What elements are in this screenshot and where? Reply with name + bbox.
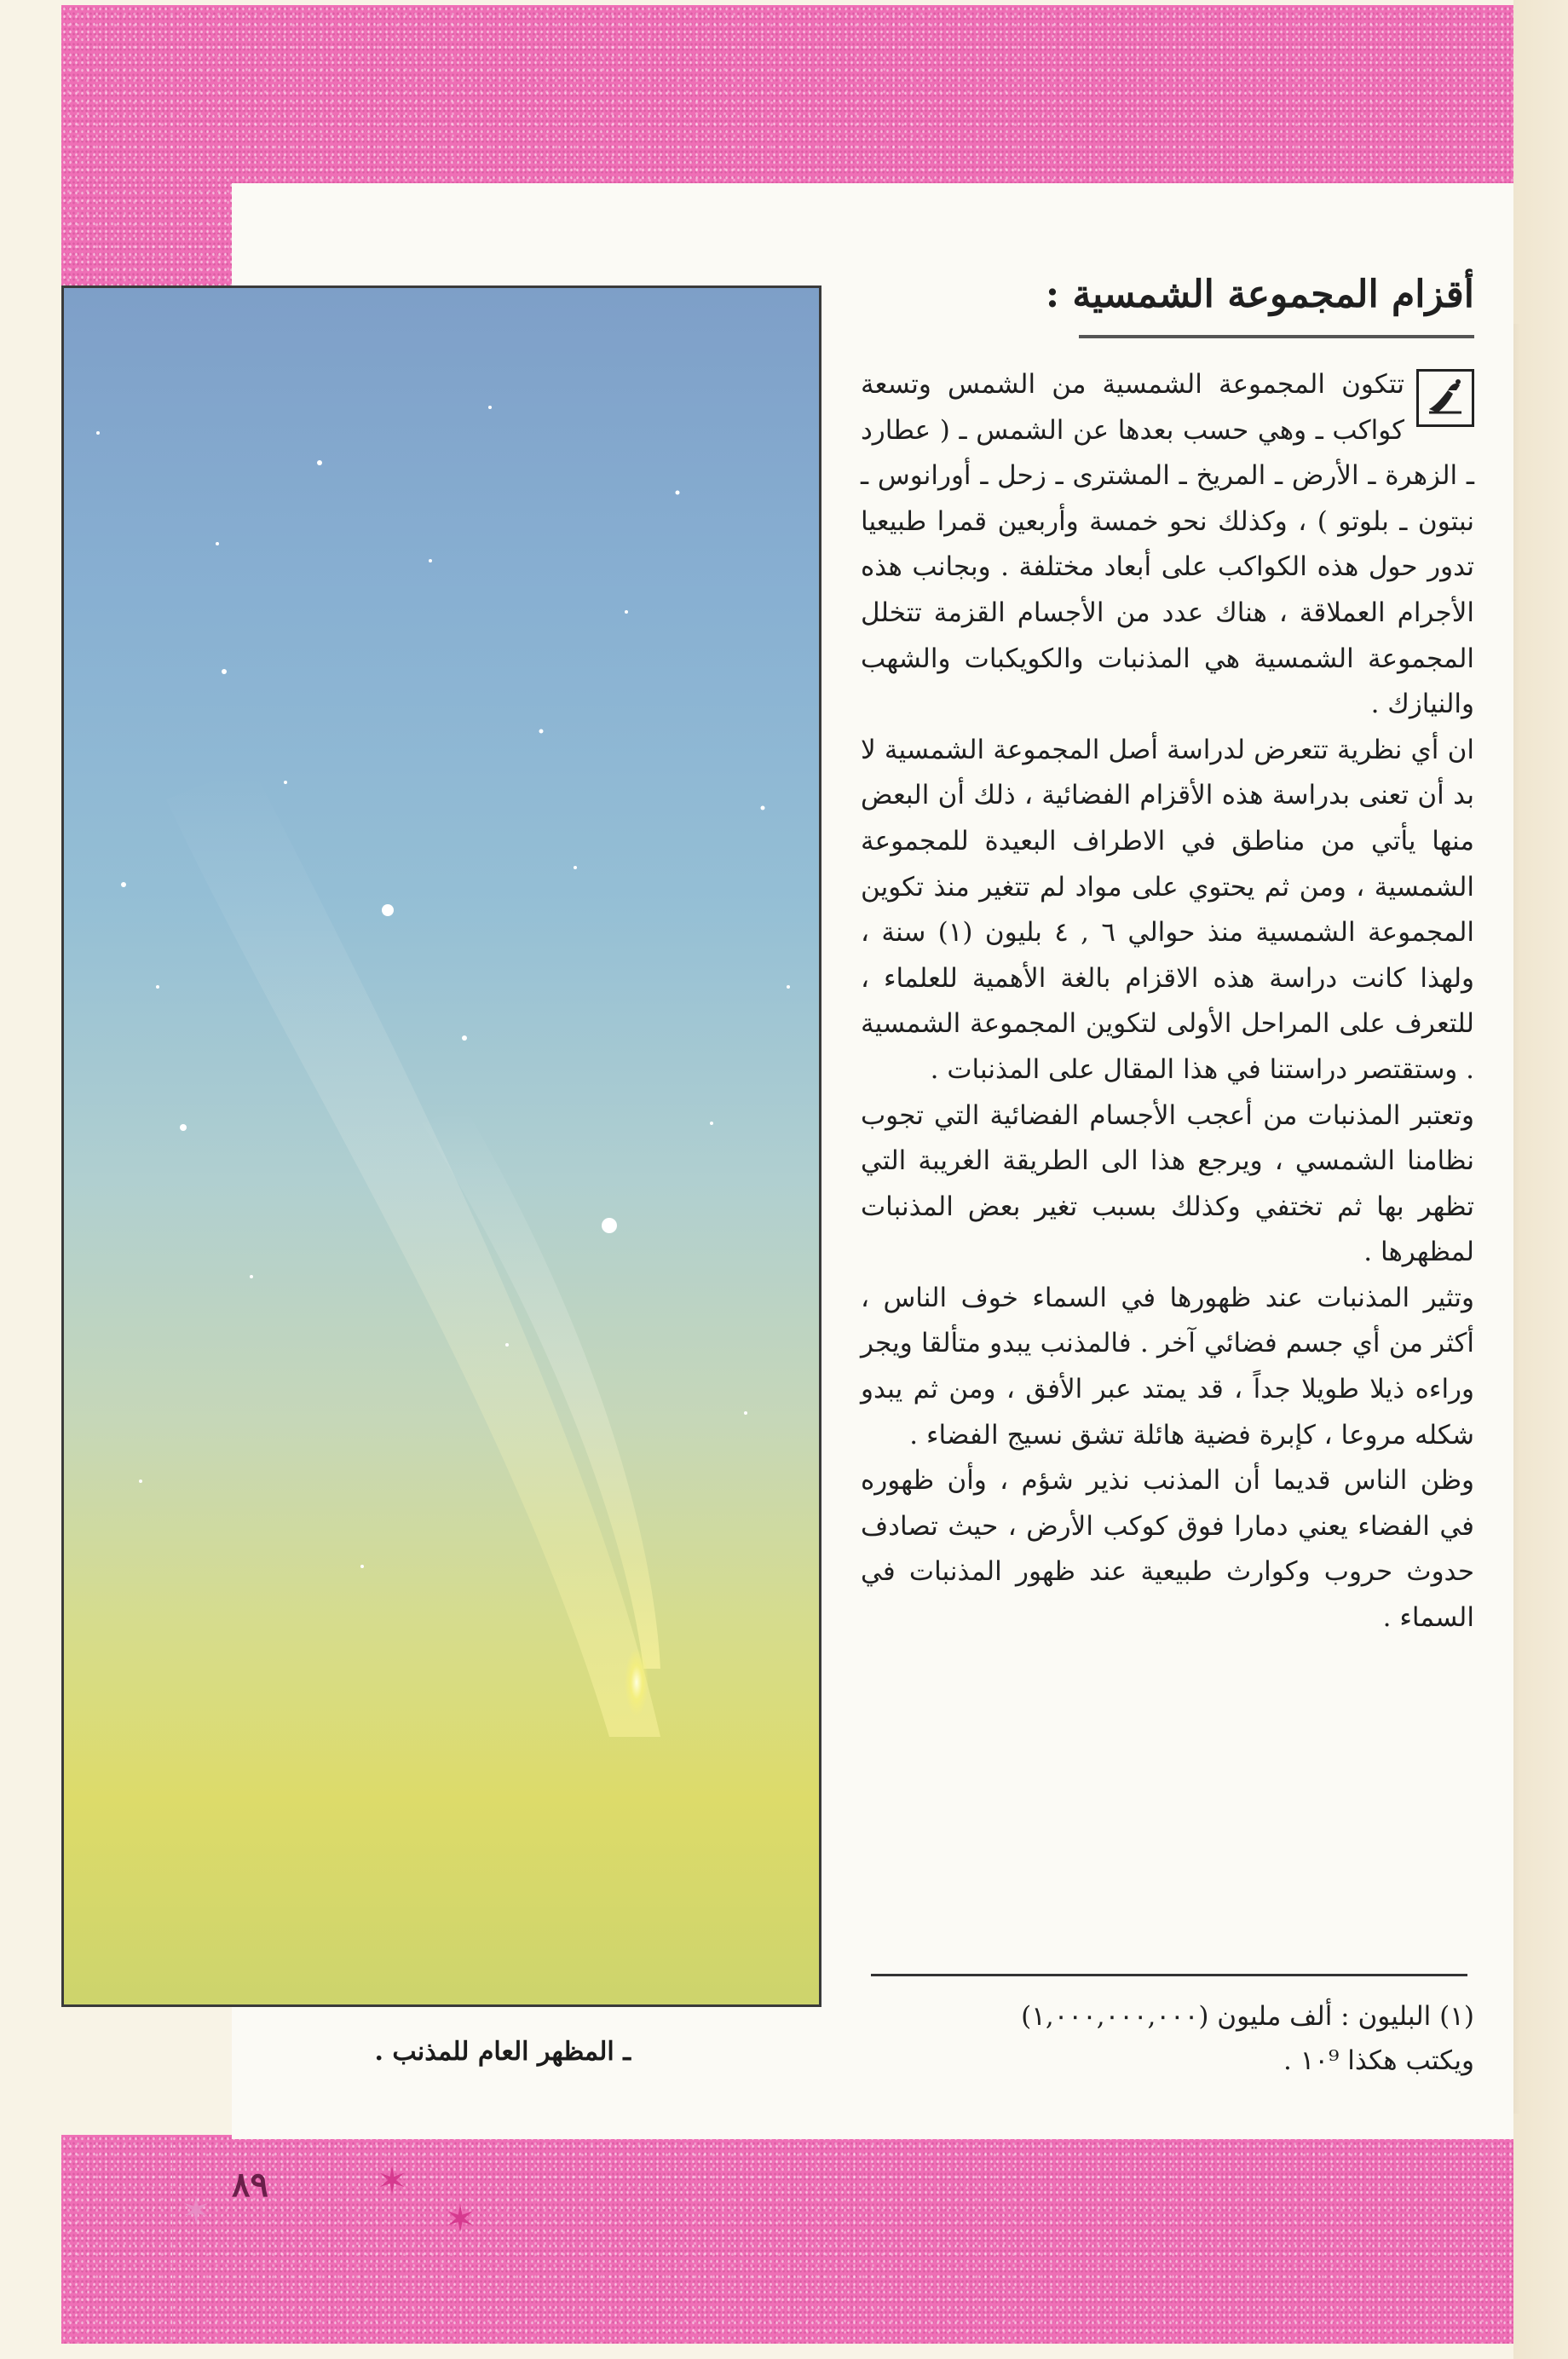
article-paragraph: وتثير المذنبات عند ظهورها في السماء خوف الناس ، أكثر من أي جسم فضائي آخر . فالمذنب يبدو متألقا ويجر وراءه ذيلا طويلا جداً ، قد يمتد عبر الأفق ، ومن ثم يبدو شكله مروعا ، كإبرة فضية هائلة تشق نسيج الفضاء . xyxy=(861,1282,1474,1451)
article-paragraph: ان أي نظرية تتعرض لدراسة أصل المجموعة الشمسية لا بد أن تعنى بدراسة هذه الأقزام الفضائية ، ذلك أن البعض منها يأتي من مناطق في الاطراف البعيدة للمجموعة الشمسية ، ومن ثم يحتوي على مواد لم تتغير منذ تكوين المجموعة الشمسية منذ حوالي ٦ , ٤ بليون (١) سنة ، ولهذا كانت دراسة هذه الاقزام بالغة الأهمية للعلماء ، للتعرف على المراحل الأولى لتكوين المجموعة الشمسية . وستقتصر دراستنا في هذا المقال على المذنبات . xyxy=(861,734,1474,1085)
heading-underline xyxy=(1079,335,1474,338)
footnote-line: ويكتب هكذا ١٠⁹ . xyxy=(1283,2045,1474,2076)
decorative-pink-frame-top xyxy=(61,5,1513,187)
article-paragraph: وتعتبر المذنبات من أعجب الأجسام الفضائية التي تجوب نظامنا الشمسي ، ويرجع هذا الى الطريقة الغريبة التي تظهر بها ثم تختفي وكذلك بسبب تغير بعض المذنبات لمظهرها . xyxy=(861,1099,1474,1268)
footnote-divider xyxy=(871,1974,1467,1976)
footnote-line: (١) البليون : ألف مليون (١,٠٠٠,٠٠٠,٠٠٠) xyxy=(1021,2001,1474,2032)
star-ornament-icon: ✶ xyxy=(180,2189,212,2233)
comet-photograph xyxy=(61,286,821,2007)
page-number: ٨٩ xyxy=(232,2165,268,2205)
star-ornament-icon: ✶ xyxy=(444,2198,476,2241)
star-ornament-icon: ✶ xyxy=(376,2160,408,2203)
decorative-pink-frame-bottom xyxy=(153,2135,1513,2344)
decorative-pink-frame-bottom-corner xyxy=(61,2135,172,2344)
footnote xyxy=(861,1994,1474,2083)
article-heading: أقزام المجموعة الشمسية : xyxy=(1045,273,1474,316)
comet-image xyxy=(64,288,821,2007)
page-edge xyxy=(1513,0,1568,2359)
article-paragraph: وظن الناس قديما أن المذنب نذير شؤم ، وأن ظهوره في الفضاء يعني دمارا فوق كوكب الأرض ، حيث تصادف حدوث حروب وكوارث طبيعية عند ظهور المذنبات في السماء . xyxy=(861,1465,1474,1634)
article-column xyxy=(861,273,1474,1641)
decorative-pink-frame-corner xyxy=(61,5,232,286)
article-paragraph: تتكون المجموعة الشمسية من الشمس وتسعة كواكب ـ وهي حسب بعدها عن الشمس ـ ( عطارد ـ الزهرة ـ الأرض ـ المريخ ـ المشترى ـ زحل ـ أورانوس ـ نبتون ـ بلوتو ) ، وكذلك نحو خمسة وأربعين قمرا طبيعيا تدور حول هذه الكواكب على أبعاد مختلفة . وبجانب هذه الأجرام العملاقة ، هناك عدد من الأجسام القزمة تتخلل المجموعة الشمسية هي المذنبات والكويكبات والشهب والنيازك . xyxy=(861,369,1474,720)
photo-caption: ـ المظهر العام للمذنب . xyxy=(374,2037,631,2067)
lamp-icon xyxy=(1416,369,1474,427)
first-paragraph-block xyxy=(861,362,1474,728)
